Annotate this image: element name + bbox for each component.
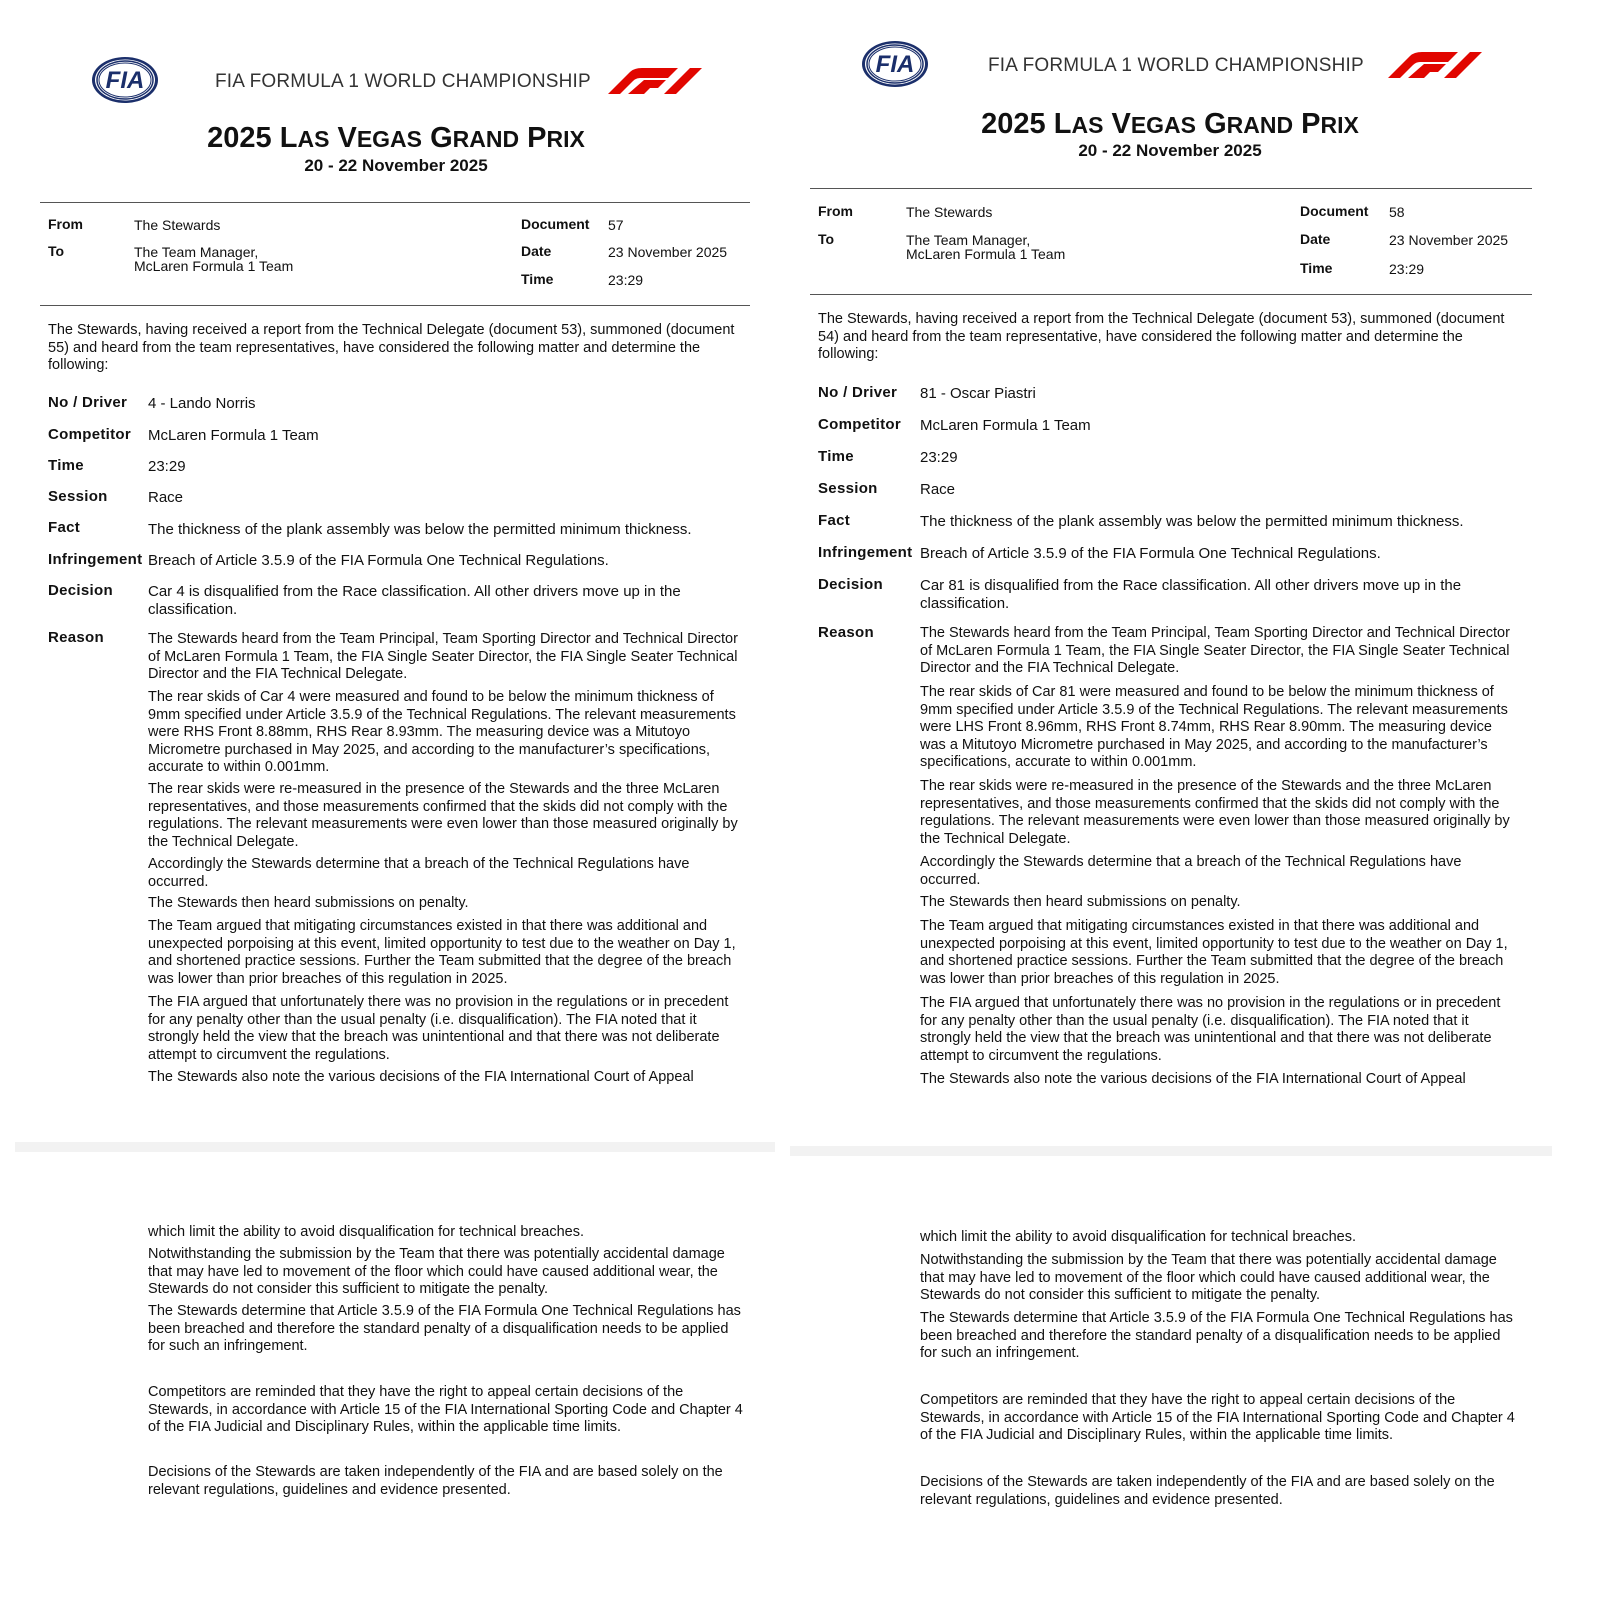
driver-value: 4 - Lando Norris bbox=[148, 395, 256, 412]
fact-value: The thickness of the plank assembly was below the permitted minimum thickness. bbox=[148, 521, 692, 538]
to-value-line1: The Team Manager, bbox=[906, 232, 1031, 248]
time-value: 23:29 bbox=[608, 272, 644, 288]
document-label: Document bbox=[521, 216, 590, 232]
reason-paragraph-8: The Stewards also note the various decisions of the FIA International Court of Appeal bbox=[148, 1069, 694, 1085]
decision-value: Car 4 is disqualified from the Race classification. All other drivers move up in the classification. bbox=[148, 583, 681, 618]
date-label: Date bbox=[1300, 231, 1331, 247]
f1-logo bbox=[1380, 50, 1484, 80]
to-value-line1: The Team Manager, bbox=[134, 244, 259, 260]
appeal-notice: Competitors are reminded that they have the right to appeal certain decisions of the Stewards, in accordance with Article 15 of the FIA International Sporting Code and Chapter 4 of the FIA Judicial and Disciplinary Rules, within the applicable time limits. bbox=[148, 1384, 743, 1435]
session-value: Race bbox=[148, 489, 184, 506]
from-value: The Stewards bbox=[134, 217, 221, 233]
document-label: Document bbox=[1300, 203, 1369, 219]
driver-value: 81 - Oscar Piastri bbox=[920, 385, 1036, 402]
intro-text: The Stewards, having received a report from the Technical Delegate (document 53), summoned (document 54) and heard from the team representative, have considered the following matter and determine the following: bbox=[818, 311, 1505, 362]
reason-paragraph-7: The FIA argued that unfortunately there was no provision in the regulations or in precedent for any penalty other than the usual penalty (i.e. disqualification). The FIA noted that it strongly held the view that the breach was unintentional and that there was not deliberate attempt to circumvent the regulations. bbox=[920, 995, 1501, 1064]
fact-label: Fact bbox=[818, 512, 851, 529]
to-label: To bbox=[818, 231, 835, 247]
decision-value: Car 81 is disqualified from the Race classification. All other drivers move up in the classification. bbox=[920, 577, 1462, 612]
date-value: 23 November 2025 bbox=[1389, 232, 1509, 248]
fact-label: Fact bbox=[48, 519, 81, 536]
meta-rule bbox=[40, 305, 750, 306]
page-break bbox=[15, 1142, 775, 1152]
event-dates: 20 - 22 November 2025 bbox=[1078, 141, 1262, 160]
time-value: 23:29 bbox=[1389, 261, 1425, 277]
document-number: 57 bbox=[608, 217, 624, 233]
reason-paragraph-6: The Team argued that mitigating circumstances existed in that there was additional and unexpected porpoising at this event, limited opportunity to test due to the weather on Day 1, and shortened practice sessions. Further the Team submitted that the degree of the breach was lower than prior breaches of this regulation in 2025. bbox=[148, 918, 736, 987]
left-document bbox=[0, 0, 780, 1600]
to-value-line2: McLaren Formula 1 Team bbox=[134, 258, 294, 274]
header-rule bbox=[40, 202, 750, 203]
grand-prix-title: 2025 LAS VEGAS GRAND PRIX bbox=[207, 122, 585, 154]
infringement-label: Infringement bbox=[818, 544, 913, 561]
svg-text:FIA: FIA bbox=[105, 67, 145, 94]
document-number: 58 bbox=[1389, 204, 1405, 220]
fia-logo bbox=[860, 39, 930, 89]
from-label: From bbox=[818, 203, 853, 219]
time-field-value: 23:29 bbox=[148, 458, 186, 475]
decision-label: Decision bbox=[48, 582, 113, 599]
infringement-label: Infringement bbox=[48, 551, 143, 568]
infringement-value: Breach of Article 3.5.9 of the FIA Formula One Technical Regulations. bbox=[148, 552, 609, 569]
intro-text: The Stewards, having received a report from the Technical Delegate (document 53), summoned (document 55) and heard from the team representatives, have considered the following matter and determine the following: bbox=[48, 322, 735, 373]
meta-rule bbox=[810, 294, 1532, 295]
header-rule bbox=[810, 188, 1532, 189]
reason-paragraph-1: The Stewards heard from the Team Principal, Team Sporting Director and Technical Director of McLaren Formula 1 Team, the FIA Single Seater Director, the FIA Single Seater Technical Director and the FIA Technical Delegate. bbox=[920, 625, 1510, 676]
page-break bbox=[790, 1146, 1552, 1156]
right-document bbox=[790, 0, 1600, 1600]
reason-paragraph-3: The rear skids were re-measured in the presence of the Stewards and the three McLaren representatives, and those measurements confirmed that the skids did not comply with the regulations. The relevant measurements were even lower than those measured originally by the Technical Delegate. bbox=[920, 778, 1510, 847]
reason-paragraph-5: The Stewards then heard submissions on penalty. bbox=[148, 895, 469, 911]
grand-prix-title: 2025 LAS VEGAS GRAND PRIX bbox=[981, 108, 1359, 140]
competitor-label: Competitor bbox=[48, 426, 131, 443]
time-label: Time bbox=[1300, 260, 1333, 276]
date-label: Date bbox=[521, 243, 552, 259]
infringement-value: Breach of Article 3.5.9 of the FIA Formula One Technical Regulations. bbox=[920, 545, 1381, 562]
f1-logo bbox=[600, 66, 704, 96]
to-value-line2: McLaren Formula 1 Team bbox=[906, 246, 1066, 262]
reason-label: Reason bbox=[48, 629, 104, 646]
to-label: To bbox=[48, 243, 65, 259]
reason-paragraph-2: The rear skids of Car 81 were measured and found to be below the minimum thickness of 9mm specified under Article 3.5.9 of the Technical Regulations. The relevant measurements were LHS Front 8.96mm, RHS Front 8.74mm, RHS Rear 8.90mm. The measuring device was a Mitutoyo Micrometre purchased in May 2025, and according to the manufacturer’s specifications, accurate to within 0.001mm. bbox=[920, 684, 1508, 770]
svg-text:FIA: FIA bbox=[875, 51, 915, 78]
reason-paragraph-6: The Team argued that mitigating circumstances existed in that there was additional and unexpected porpoising at this event, limited opportunity to test due to the weather on Day 1, and shortened practice sessions. Further the Team submitted that the degree of the breach was lower than prior breaches of this regulation in 2025. bbox=[920, 918, 1508, 987]
reason-paragraph-3: The rear skids were re-measured in the presence of the Stewards and the three McLaren representatives, and those measurements confirmed that the skids did not comply with the regulations. The relevant measurements were even lower than those measured originally by the Technical Delegate. bbox=[148, 781, 738, 850]
continuation-paragraph-1: which limit the ability to avoid disqualification for technical breaches. bbox=[148, 1224, 585, 1240]
independence-notice: Decisions of the Stewards are taken independently of the FIA and are based solely on the relevant regulations, guidelines and evidence presented. bbox=[920, 1474, 1495, 1508]
fia-logo bbox=[90, 55, 160, 105]
reason-paragraph-5: The Stewards then heard submissions on penalty. bbox=[920, 894, 1241, 910]
reason-paragraph-1: The Stewards heard from the Team Principal, Team Sporting Director and Technical Director of McLaren Formula 1 Team, the FIA Single Seater Director, the FIA Single Seater Technical Director and the FIA Technical Delegate. bbox=[148, 631, 738, 682]
driver-label: No / Driver bbox=[48, 394, 128, 411]
reason-paragraph-4: Accordingly the Stewards determine that a breach of the Technical Regulations have occurred. bbox=[148, 856, 690, 890]
reason-paragraph-2: The rear skids of Car 4 were measured and found to be below the minimum thickness of 9mm specified under Article 3.5.9 of the Technical Regulations. The relevant measurements were RHS Front 8.88mm, RHS Rear 8.93mm. The measuring device was a Mitutoyo Micrometre purchased in May 2025, and according to the manufacturer’s specifications, accurate to within 0.001mm. bbox=[148, 689, 736, 775]
time-field-value: 23:29 bbox=[920, 449, 958, 466]
continuation-paragraph-3: The Stewards determine that Article 3.5.9 of the FIA Formula One Technical Regulations has been breached and therefore the standard penalty of a disqualification needs to be applied for such an infringement. bbox=[148, 1303, 741, 1354]
reason-paragraph-7: The FIA argued that unfortunately there was no provision in the regulations or in precedent for any penalty other than the usual penalty (i.e. disqualification). The FIA noted that it strongly held the view that the breach was unintentional and that there was not deliberate attempt to circumvent the regulations. bbox=[148, 994, 729, 1063]
time-label: Time bbox=[521, 271, 554, 287]
session-label: Session bbox=[48, 488, 108, 505]
driver-label: No / Driver bbox=[818, 384, 898, 401]
continuation-paragraph-2: Notwithstanding the submission by the Team that there was potentially accidental damage that may have led to movement of the floor which could have caused additional wear, the Stewards do not consider this sufficient to mitigate the penalty. bbox=[148, 1246, 725, 1297]
reason-paragraph-4: Accordingly the Stewards determine that a breach of the Technical Regulations have occurred. bbox=[920, 854, 1462, 888]
reason-paragraph-8: The Stewards also note the various decisions of the FIA International Court of Appeal bbox=[920, 1071, 1466, 1087]
date-value: 23 November 2025 bbox=[608, 244, 728, 260]
session-label: Session bbox=[818, 480, 878, 497]
competitor-value: McLaren Formula 1 Team bbox=[920, 417, 1091, 434]
from-value: The Stewards bbox=[906, 204, 993, 220]
appeal-notice: Competitors are reminded that they have the right to appeal certain decisions of the Stewards, in accordance with Article 15 of the FIA International Sporting Code and Chapter 4 of the FIA Judicial and Disciplinary Rules, within the applicable time limits. bbox=[920, 1392, 1515, 1443]
championship-title: FIA FORMULA 1 WORLD CHAMPIONSHIP bbox=[988, 55, 1364, 76]
time-field-label: Time bbox=[48, 457, 84, 474]
championship-title: FIA FORMULA 1 WORLD CHAMPIONSHIP bbox=[215, 71, 591, 92]
continuation-paragraph-3: The Stewards determine that Article 3.5.9 of the FIA Formula One Technical Regulations has been breached and therefore the standard penalty of a disqualification needs to be applied for such an infringement. bbox=[920, 1310, 1513, 1361]
continuation-paragraph-1: which limit the ability to avoid disqualification for technical breaches. bbox=[920, 1229, 1357, 1245]
decision-label: Decision bbox=[818, 576, 883, 593]
independence-notice: Decisions of the Stewards are taken independently of the FIA and are based solely on the relevant regulations, guidelines and evidence presented. bbox=[148, 1464, 723, 1498]
reason-label: Reason bbox=[818, 624, 874, 641]
fact-value: The thickness of the plank assembly was below the permitted minimum thickness. bbox=[920, 513, 1464, 530]
from-label: From bbox=[48, 216, 83, 232]
competitor-value: McLaren Formula 1 Team bbox=[148, 427, 319, 444]
continuation-paragraph-2: Notwithstanding the submission by the Team that there was potentially accidental damage that may have led to movement of the floor which could have caused additional wear, the Stewards do not consider this sufficient to mitigate the penalty. bbox=[920, 1252, 1497, 1303]
event-dates: 20 - 22 November 2025 bbox=[304, 156, 488, 175]
session-value: Race bbox=[920, 481, 956, 498]
competitor-label: Competitor bbox=[818, 416, 901, 433]
time-field-label: Time bbox=[818, 448, 854, 465]
